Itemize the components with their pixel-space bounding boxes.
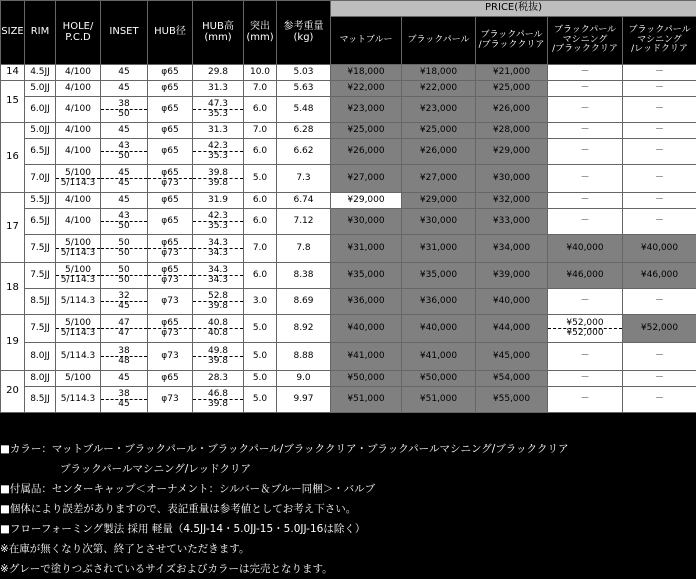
note-stock: ※在庫が無くなり次第、終了とさせていただきます。 [0,543,250,555]
header-price-col: マットブルー [331,17,402,65]
size-cell: 18 [1,263,25,315]
table-row [1,343,696,371]
inset-cell: 45 45 [101,165,148,193]
price-cell: ¥32,000 [476,193,548,209]
inset-cell: 45 [101,65,148,81]
weight-cell: 6.74 [277,193,331,209]
price-cell: ¥44,000 [476,315,548,343]
price-cell: － [623,165,696,193]
rim-cell: 8.5JJ [25,289,56,315]
price-cell: ¥31,000 [402,235,476,263]
table-row [1,315,696,343]
price-cell: ¥40,000 [402,315,476,343]
price-cell: ¥35,000 [402,263,476,289]
hub-height-cell: 52.8 39.8 [193,289,244,315]
size-cell: 19 [1,315,25,371]
table-row [1,209,696,235]
price-cell: － [548,209,623,235]
protrusion-cell: 6.0 [244,97,277,123]
price-cell: ¥30,000 [331,209,402,235]
table-row [1,65,696,81]
weight-cell: 8.38 [277,263,331,289]
price-cell: ¥23,000 [331,97,402,123]
protrusion-cell: 6.0 [244,263,277,289]
hub-diameter-cell: φ65 [148,209,193,235]
pcd-cell: 5/100 5/114.3 [56,165,101,193]
header-hub-height: HUB高 (mm) [193,1,244,65]
protrusion-cell: 5.0 [244,387,277,413]
table-row [1,97,696,123]
price-cell: ¥41,000 [402,343,476,371]
price-cell: ¥52,000 [623,315,696,343]
header-price-col: ブラックパール マシニング /ブラッククリア [548,17,623,65]
weight-cell: 9.0 [277,371,331,387]
note-gray: ※グレーで塗りつぶされているサイズおよびカラーは完売となります。 [0,563,333,575]
price-cell: ¥25,000 [476,81,548,97]
header-hub-diameter: HUB径 [148,1,193,65]
rim-cell: 7.0JJ [25,165,56,193]
price-cell: ¥30,000 [476,165,548,193]
table-row [1,387,696,413]
price-cell: ¥29,000 [476,139,548,165]
inset-cell: 45 [101,123,148,139]
price-cell: ¥27,000 [402,165,476,193]
table-row [1,165,696,193]
price-cell: ¥50,000 [331,371,402,387]
pcd-cell: 5/100 5/114.3 [56,235,101,263]
table-row [1,289,696,315]
header-weight: 参考重量 (kg) [277,1,331,65]
hub-diameter-cell: φ65 φ73 [148,235,193,263]
rim-cell: 5.0JJ [25,81,56,97]
hub-height-cell: 49.8 39.8 [193,343,244,371]
price-cell: － [548,193,623,209]
hub-diameter-cell: φ73 [148,387,193,413]
price-cell: － [623,65,696,81]
pcd-cell: 5/114.3 [56,289,101,315]
weight-cell: 8.88 [277,343,331,371]
rim-cell: 8.0JJ [25,343,56,371]
price-cell: ¥33,000 [476,209,548,235]
price-cell: ¥45,000 [476,343,548,371]
price-cell: ¥26,000 [402,139,476,165]
price-cell: － [623,123,696,139]
inset-cell: 45 [101,371,148,387]
hub-height-cell: 46.8 39.8 [193,387,244,413]
rim-cell: 5.0JJ [25,123,56,139]
rim-cell: 6.5JJ [25,209,56,235]
header-size: SIZE [1,1,25,65]
price-cell: ¥22,000 [331,81,402,97]
inset-cell: 50 50 [101,263,148,289]
rim-cell: 4.5JJ [25,65,56,81]
inset-cell: 43 50 [101,209,148,235]
note-accessories: ■付属品：センターキャップ＜オーナメント：シルバー＆ブルー同梱＞・バルブ [0,483,376,495]
weight-cell: 7.3 [277,165,331,193]
hub-diameter-cell: φ73 [148,289,193,315]
hub-height-cell: 42.3 35.3 [193,209,244,235]
hub-height-cell: 31.3 [193,123,244,139]
price-cell: － [548,343,623,371]
weight-cell: 8.69 [277,289,331,315]
inset-cell: 43 50 [101,139,148,165]
protrusion-cell: 3.0 [244,289,277,315]
rim-cell: 5.5JJ [25,193,56,209]
pcd-cell: 5/100 5/114.3 [56,263,101,289]
size-cell: 17 [1,193,25,263]
price-cell: ¥29,000 [331,193,402,209]
price-cell: ¥18,000 [402,65,476,81]
price-cell: － [623,97,696,123]
inset-cell: 45 [101,81,148,97]
rim-cell: 6.5JJ [25,139,56,165]
inset-cell: 38 50 [101,97,148,123]
protrusion-cell: 6.0 [244,139,277,165]
pcd-cell: 4/100 [56,81,101,97]
size-cell: 15 [1,81,25,123]
protrusion-cell: 5.0 [244,371,277,387]
price-cell: ¥40,000 [548,235,623,263]
header-price-col: ブラックパール マシニング /レッドクリア [623,17,696,65]
note-colors: ■カラー：マットブルー・ブラックパール・ブラックパール/ブラッククリア・ブラックパールマシニング/ブラッククリア [0,443,569,455]
price-cell: － [623,387,696,413]
weight-cell: 6.28 [277,123,331,139]
price-cell: ¥30,000 [402,209,476,235]
hub-height-cell: 47.3 35.3 [193,97,244,123]
price-cell: ¥40,000 [476,289,548,315]
protrusion-cell: 5.0 [244,315,277,343]
hub-diameter-cell: φ65 φ73 [148,165,193,193]
hub-height-cell: 40.8 40.8 [193,315,244,343]
weight-cell: 6.62 [277,139,331,165]
table-row [1,193,696,209]
price-cell: ¥39,000 [476,263,548,289]
price-cell: ¥54,000 [476,371,548,387]
note-flow-forming: ■フローフォーミング製法 採用 軽量（4.5JJ-14・5.0JJ-15・5.0JJ-16は除く） [0,523,366,535]
rim-cell: 7.5JJ [25,235,56,263]
price-cell: ¥36,000 [402,289,476,315]
price-cell: ¥18,000 [331,65,402,81]
weight-cell: 7.12 [277,209,331,235]
pcd-cell: 5/100 [56,371,101,387]
inset-cell: 38 48 [101,343,148,371]
note-colors-cont: ブラックパールマシニング/レッドクリア [60,463,251,475]
hub-height-cell: 29.8 [193,65,244,81]
hub-diameter-cell: φ65 φ73 [148,263,193,289]
price-cell: ¥29,000 [402,193,476,209]
inset-cell: 45 [101,193,148,209]
table-row [1,263,696,289]
hub-diameter-cell: φ65 [148,193,193,209]
price-cell: ¥46,000 [548,263,623,289]
hub-height-cell: 34.3 34.3 [193,263,244,289]
weight-cell: 5.03 [277,65,331,81]
header-protrusion: 突出 (mm) [244,1,277,65]
price-cell: ¥40,000 [331,315,402,343]
table-row [1,81,696,97]
table-row [1,235,696,263]
price-cell: ¥28,000 [476,123,548,139]
header-rim: RIM [25,1,56,65]
protrusion-cell: 10.0 [244,65,277,81]
price-cell: ¥51,000 [331,387,402,413]
weight-cell: 5.63 [277,81,331,97]
price-cell: ¥36,000 [331,289,402,315]
header-price-col: ブラックパール /ブラッククリア [476,17,548,65]
hub-height-cell: 42.3 35.3 [193,139,244,165]
notes [0,439,696,579]
price-cell: － [548,81,623,97]
price-cell: ¥27,000 [331,165,402,193]
inset-cell: 32 45 [101,289,148,315]
hub-height-cell: 39.8 39.8 [193,165,244,193]
hub-diameter-cell: φ65 [148,97,193,123]
price-cell: － [623,193,696,209]
hub-height-cell: 34.3 34.3 [193,235,244,263]
pcd-cell: 5/114.3 [56,387,101,413]
price-cell: ¥40,000 [623,235,696,263]
table-row [1,123,696,139]
pcd-cell: 4/100 [56,65,101,81]
inset-cell: 38 45 [101,387,148,413]
price-cell: ¥34,000 [476,235,548,263]
size-cell: 20 [1,371,25,413]
hub-height-cell: 28.3 [193,371,244,387]
inset-cell: 47 47 [101,315,148,343]
price-cell: － [548,371,623,387]
rim-cell: 8.0JJ [25,371,56,387]
price-cell: ¥22,000 [402,81,476,97]
protrusion-cell: 5.0 [244,165,277,193]
weight-cell: 5.48 [277,97,331,123]
hub-diameter-cell: φ65 [148,371,193,387]
hub-diameter-cell: φ65 [148,65,193,81]
pcd-cell: 4/100 [56,123,101,139]
price-cell: ¥41,000 [331,343,402,371]
price-cell: － [623,209,696,235]
rim-cell: 8.5JJ [25,387,56,413]
protrusion-cell: 7.0 [244,81,277,97]
header-price: PRICE(税抜) [331,1,696,17]
pcd-cell: 4/100 [56,97,101,123]
price-cell: ¥50,000 [402,371,476,387]
price-cell: － [548,165,623,193]
hub-diameter-cell: φ65 [148,123,193,139]
price-cell: ¥46,000 [623,263,696,289]
price-cell: ¥25,000 [331,123,402,139]
weight-cell: 7.8 [277,235,331,263]
table-row [1,139,696,165]
protrusion-cell: 7.0 [244,123,277,139]
price-cell: ¥52,000 ¥52,000 [548,315,623,343]
price-cell: ¥35,000 [331,263,402,289]
price-cell: － [548,289,623,315]
pcd-cell: 5/114.3 [56,343,101,371]
table-row [1,371,696,387]
hub-diameter-cell: φ73 [148,343,193,371]
price-cell: ¥25,000 [402,123,476,139]
header-inset: INSET [101,1,148,65]
protrusion-cell: 5.0 [244,343,277,371]
price-cell: ¥26,000 [476,97,548,123]
price-cell: ¥26,000 [331,139,402,165]
rim-cell: 7.5JJ [25,263,56,289]
price-cell: ¥21,000 [476,65,548,81]
protrusion-cell: 7.0 [244,235,277,263]
size-cell: 14 [1,65,25,81]
price-cell: － [623,343,696,371]
price-cell: ¥31,000 [331,235,402,263]
rim-cell: 7.5JJ [25,315,56,343]
inset-cell: 50 50 [101,235,148,263]
price-cell: － [548,97,623,123]
price-cell: － [623,81,696,97]
rim-cell: 6.0JJ [25,97,56,123]
price-cell: － [623,289,696,315]
protrusion-cell: 6.0 [244,193,277,209]
hub-height-cell: 31.9 [193,193,244,209]
hub-diameter-cell: φ65 [148,139,193,165]
size-cell: 16 [1,123,25,193]
weight-cell: 8.92 [277,315,331,343]
price-cell: － [548,139,623,165]
price-cell: ¥23,000 [402,97,476,123]
price-cell: － [623,139,696,165]
pcd-cell: 4/100 [56,139,101,165]
header-hole-pcd: HOLE/ P.C.D [56,1,101,65]
price-cell: ¥55,000 [476,387,548,413]
hub-diameter-cell: φ65 [148,81,193,97]
price-cell: － [548,387,623,413]
pcd-cell: 4/100 [56,209,101,235]
header-price-col: ブラックパール [402,17,476,65]
pcd-cell: 5/100 5/114.3 [56,315,101,343]
hub-height-cell: 31.3 [193,81,244,97]
hub-diameter-cell: φ65 φ73 [148,315,193,343]
price-cell: ¥51,000 [402,387,476,413]
price-cell: － [548,65,623,81]
pcd-cell: 4/100 [56,193,101,209]
weight-cell: 9.97 [277,387,331,413]
protrusion-cell: 6.0 [244,209,277,235]
note-weight: ■個体により誤差がありますので、表記重量は参考値としてお考え下さい。 [0,503,357,515]
price-cell: － [623,371,696,387]
price-cell: － [548,123,623,139]
